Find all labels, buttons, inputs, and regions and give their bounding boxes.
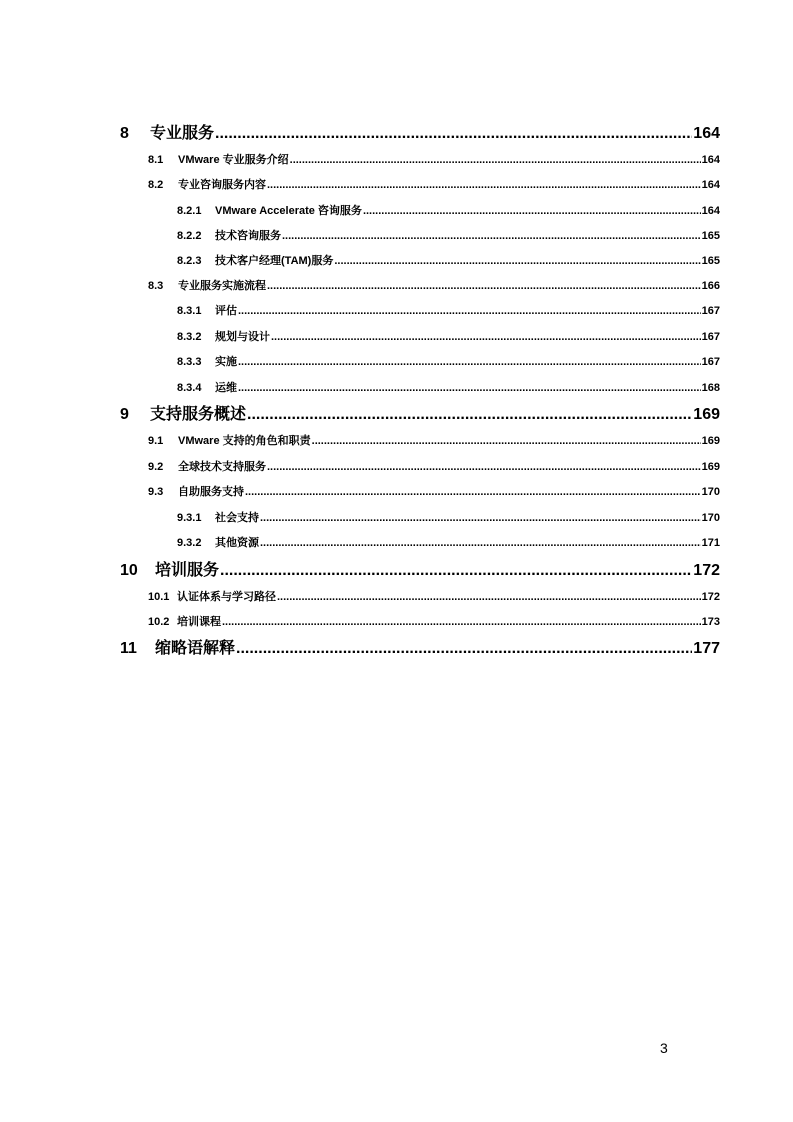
dot-leader — [215, 123, 692, 145]
dot-leader — [312, 432, 701, 450]
toc-subsection-8-3-2[interactable] — [177, 328, 720, 346]
dot-leader — [363, 202, 701, 220]
toc-number: 9 — [120, 406, 129, 423]
toc-title: 其他资源 — [215, 537, 259, 549]
toc-number: 8.3.1 — [177, 305, 202, 317]
dot-leader — [267, 277, 701, 295]
toc-section-10-1[interactable] — [148, 588, 720, 606]
dot-leader — [277, 588, 701, 606]
toc-page-number: 171 — [701, 537, 720, 549]
dot-leader — [236, 638, 692, 660]
dot-leader — [220, 560, 692, 582]
toc-number: 8.3.3 — [177, 356, 202, 368]
toc-title: 认证体系与学习路径 — [177, 591, 276, 603]
toc-title: VMware 支持的角色和职责 — [178, 435, 311, 447]
dot-leader — [245, 483, 701, 501]
toc-number: 8.2 — [148, 179, 164, 191]
toc-title: 支持服务概述 — [150, 406, 247, 423]
toc-page-number: 170 — [701, 512, 720, 524]
toc-page-number: 169 — [701, 461, 720, 473]
toc-page-number: 167 — [701, 305, 720, 317]
toc-page-number: 164 — [701, 179, 720, 191]
toc-chapter-11[interactable] — [120, 638, 720, 660]
toc-number: 9.3 — [148, 486, 164, 498]
toc-subsection-8-3-3[interactable] — [177, 353, 720, 371]
toc-section-8-3[interactable] — [148, 277, 720, 295]
toc-section-9-3[interactable] — [148, 483, 720, 501]
dot-leader — [271, 328, 701, 346]
dot-leader — [290, 151, 701, 169]
toc-page-number: 170 — [701, 486, 720, 498]
toc-title: 实施 — [215, 356, 237, 368]
toc-number: 8.2.3 — [177, 255, 202, 267]
toc-page-number: 167 — [701, 356, 720, 368]
toc-title: VMware 专业服务介绍 — [178, 154, 289, 166]
toc-page-number: 165 — [701, 230, 720, 242]
dot-leader — [222, 613, 701, 631]
toc-title: 专业服务 — [150, 125, 215, 142]
toc-page-number: 164 — [701, 154, 720, 166]
toc-number: 8.2.1 — [177, 205, 202, 217]
toc-page-number: 164 — [693, 125, 720, 142]
toc-section-8-1[interactable] — [148, 151, 720, 169]
toc-title: 社会支持 — [215, 512, 259, 524]
toc-title: 缩略语解释 — [155, 640, 236, 657]
toc-number: 8.3 — [148, 280, 164, 292]
toc-number: 8 — [120, 125, 129, 142]
toc-subsection-9-3-2[interactable] — [177, 534, 720, 552]
toc-page-number: 169 — [693, 406, 720, 423]
toc-title: 运维 — [215, 382, 237, 394]
toc-title: 评估 — [215, 305, 237, 317]
dot-leader — [247, 404, 692, 426]
toc-page-number: 173 — [701, 616, 720, 628]
dot-leader — [260, 534, 701, 552]
toc-title: 培训课程 — [177, 616, 221, 628]
toc-chapter-8[interactable] — [120, 123, 720, 145]
dot-leader — [282, 227, 701, 245]
toc-title: 培训服务 — [155, 562, 220, 579]
page-number-footer: 3 — [660, 1040, 668, 1056]
toc-number: 9.3.1 — [177, 512, 202, 524]
toc-number: 8.2.2 — [177, 230, 202, 242]
toc-subsection-8-3-4[interactable] — [177, 379, 720, 397]
toc-title: 规划与设计 — [215, 331, 270, 343]
toc-number: 10.1 — [148, 591, 170, 603]
toc-title: 自助服务支持 — [178, 486, 244, 498]
toc-title: 技术客户经理(TAM)服务 — [215, 255, 334, 267]
toc-title: 专业咨询服务内容 — [178, 179, 266, 191]
dot-leader — [238, 302, 701, 320]
toc-page-number: 165 — [701, 255, 720, 267]
toc-subsection-8-2-3[interactable] — [177, 252, 720, 270]
dot-leader — [260, 509, 701, 527]
dot-leader — [334, 252, 700, 270]
toc-page-number: 169 — [701, 435, 720, 447]
dot-leader — [267, 458, 701, 476]
toc-subsection-8-2-2[interactable] — [177, 227, 720, 245]
toc-section-9-1[interactable] — [148, 432, 720, 450]
toc-page-number: 172 — [701, 591, 720, 603]
toc-title: 专业服务实施流程 — [178, 280, 266, 292]
toc-number: 10.2 — [148, 616, 170, 628]
toc-title: VMware Accelerate 咨询服务 — [215, 205, 362, 217]
toc-subsection-8-2-1[interactable] — [177, 202, 720, 220]
toc-page-number: 166 — [701, 280, 720, 292]
toc-number: 8.1 — [148, 154, 164, 166]
toc-page-number: 177 — [693, 640, 720, 657]
toc-section-8-2[interactable] — [148, 176, 720, 194]
toc-number: 8.3.2 — [177, 331, 202, 343]
toc-number: 8.3.4 — [177, 382, 202, 394]
toc-chapter-9[interactable] — [120, 404, 720, 426]
toc-number: 9.3.2 — [177, 537, 202, 549]
toc-subsection-9-3-1[interactable] — [177, 509, 720, 527]
toc-number: 9.1 — [148, 435, 164, 447]
toc-page-number: 164 — [701, 205, 720, 217]
toc-title: 全球技术支持服务 — [178, 461, 266, 473]
toc-page-number: 167 — [701, 331, 720, 343]
toc-number: 9.2 — [148, 461, 164, 473]
toc-chapter-10[interactable] — [120, 560, 720, 582]
toc-page-number: 168 — [701, 382, 720, 394]
toc-number: 10 — [120, 562, 138, 579]
dot-leader — [267, 176, 701, 194]
toc-page-number: 172 — [693, 562, 720, 579]
toc-section-10-2[interactable] — [148, 613, 720, 631]
dot-leader — [238, 353, 701, 371]
dot-leader — [238, 379, 701, 397]
toc-subsection-8-3-1[interactable] — [177, 302, 720, 320]
toc-title: 技术咨询服务 — [215, 230, 281, 242]
toc-number: 11 — [120, 640, 137, 657]
toc-section-9-2[interactable] — [148, 458, 720, 476]
